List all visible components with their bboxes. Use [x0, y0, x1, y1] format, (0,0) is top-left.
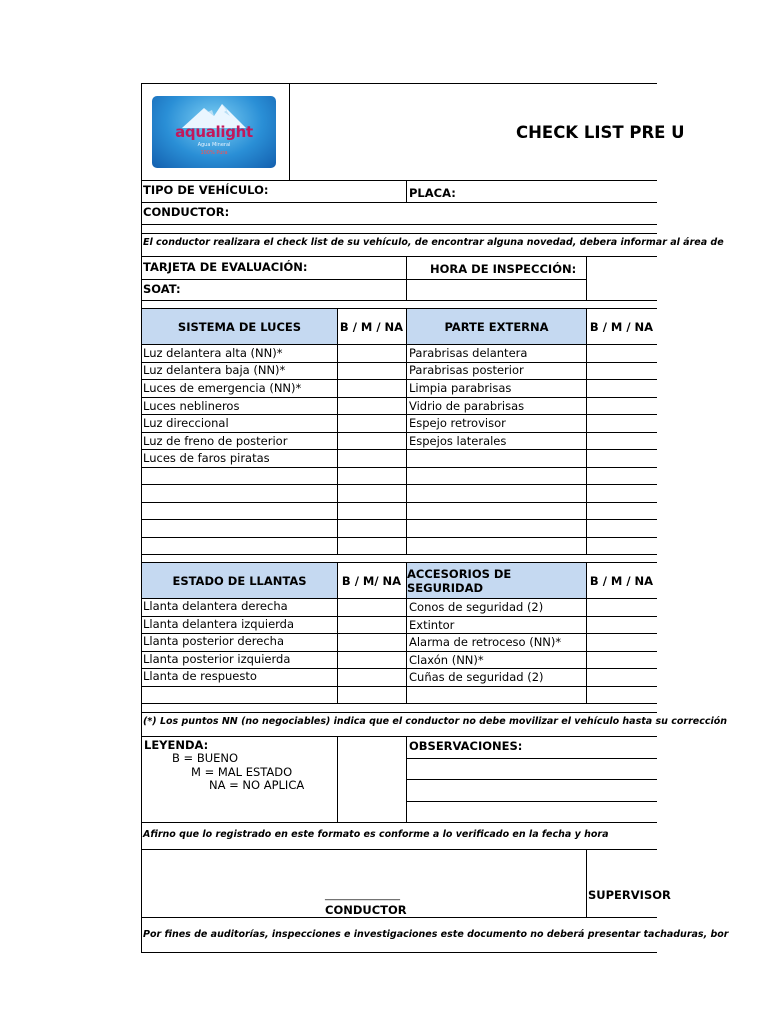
list-item: Alarma de retroceso (NN)* — [409, 635, 562, 649]
list-item: Llanta de respuesto — [143, 669, 257, 683]
tarjeta-label: TARJETA DE EVALUACIÓN: — [143, 260, 308, 274]
tipo-vehiculo-label: TIPO DE VEHÍCULO: — [143, 183, 269, 197]
signature-line: _______________ — [325, 890, 400, 901]
legend-na: NA = NO APLICA — [209, 778, 305, 792]
luces-bmna-header: B / M / NA — [339, 319, 404, 334]
list-item: Luz de freno de posterior — [143, 434, 288, 448]
legend-title: LEYENDA: — [144, 738, 209, 752]
list-item: Espejos laterales — [409, 434, 507, 448]
estado-llantas-header: ESTADO DE LLANTAS — [142, 563, 337, 598]
list-item: Llanta posterior izquierda — [143, 652, 291, 666]
conductor-label: CONDUCTOR: — [143, 205, 230, 219]
list-item: Parabrisas delantera — [409, 346, 528, 360]
nn-note: (*) Los puntos NN (no negociables) indica que el conductor no debe movilizar el vehículo hasta su corrección — [143, 716, 728, 727]
legend-m: M = MAL ESTADO — [191, 765, 293, 779]
placa-label: PLACA: — [409, 186, 456, 200]
page-title: CHECK LIST PRE U — [516, 123, 685, 142]
externa-bmna-header: B / M / NA — [589, 319, 654, 334]
legend-b: B = BUENO — [172, 751, 239, 765]
list-item: Llanta posterior derecha — [143, 634, 284, 648]
list-item: Claxón (NN)* — [409, 653, 484, 667]
hora-label: HORA DE INSPECCIÓN: — [430, 262, 577, 276]
list-item: Luces neblineros — [143, 399, 240, 413]
checklist-form — [141, 83, 729, 953]
logo-purity: 100% Pura — [200, 150, 228, 156]
accesorios-header: ACCESORIOS DE SEGURIDAD — [407, 563, 586, 598]
list-item: Llanta delantera derecha — [143, 599, 288, 613]
list-item: Espejo retrovisor — [409, 416, 506, 430]
list-item: Extintor — [409, 618, 455, 632]
logo-brand: aqualight — [175, 123, 253, 141]
instruction-text: El conductor realizara el check list de su vehículo, de encontrar alguna novedad, debera informar al área de — [143, 237, 724, 248]
soat-label: SOAT: — [143, 282, 181, 296]
llantas-bmna-header: B / M/ NA — [341, 573, 402, 588]
aqualight-logo — [152, 96, 276, 168]
accesorios-bmna-header: B / M / NA — [589, 573, 654, 588]
list-item: Llanta delantera izquierda — [143, 617, 295, 631]
list-item: Conos de seguridad (2) — [409, 600, 544, 614]
list-item: Luces de emergencia (NN)* — [143, 381, 302, 395]
list-item: Vidrio de parabrisas — [409, 399, 525, 413]
affirm-text: Afirno que lo registrado en este formato es conforme a lo verificado en la fecha y hora — [143, 829, 609, 840]
list-item: Cuñas de seguridad (2) — [409, 670, 544, 684]
observaciones-label: OBSERVACIONES: — [409, 739, 523, 753]
parte-externa-header: PARTE EXTERNA — [407, 309, 586, 344]
conductor-signature-label: CONDUCTOR — [325, 903, 407, 917]
list-item: Luz direccional — [143, 416, 229, 430]
list-item: Luz delantera alta (NN)* — [143, 346, 283, 360]
list-item: Limpia parabrisas — [409, 381, 512, 395]
list-item: Luces de faros piratas — [143, 451, 270, 465]
logo-tagline: Agua Mineral — [197, 142, 231, 148]
supervisor-signature-label: SUPERVISOR — [588, 888, 671, 902]
sistema-luces-header: SISTEMA DE LUCES — [142, 309, 337, 344]
list-item: Parabrisas posterior — [409, 363, 524, 377]
list-item: Luz delantera baja (NN)* — [143, 363, 286, 377]
footer-note: Por fines de auditorías, inspecciones e investigaciones este documento no deberá presentar tachaduras, bor — [143, 929, 729, 940]
